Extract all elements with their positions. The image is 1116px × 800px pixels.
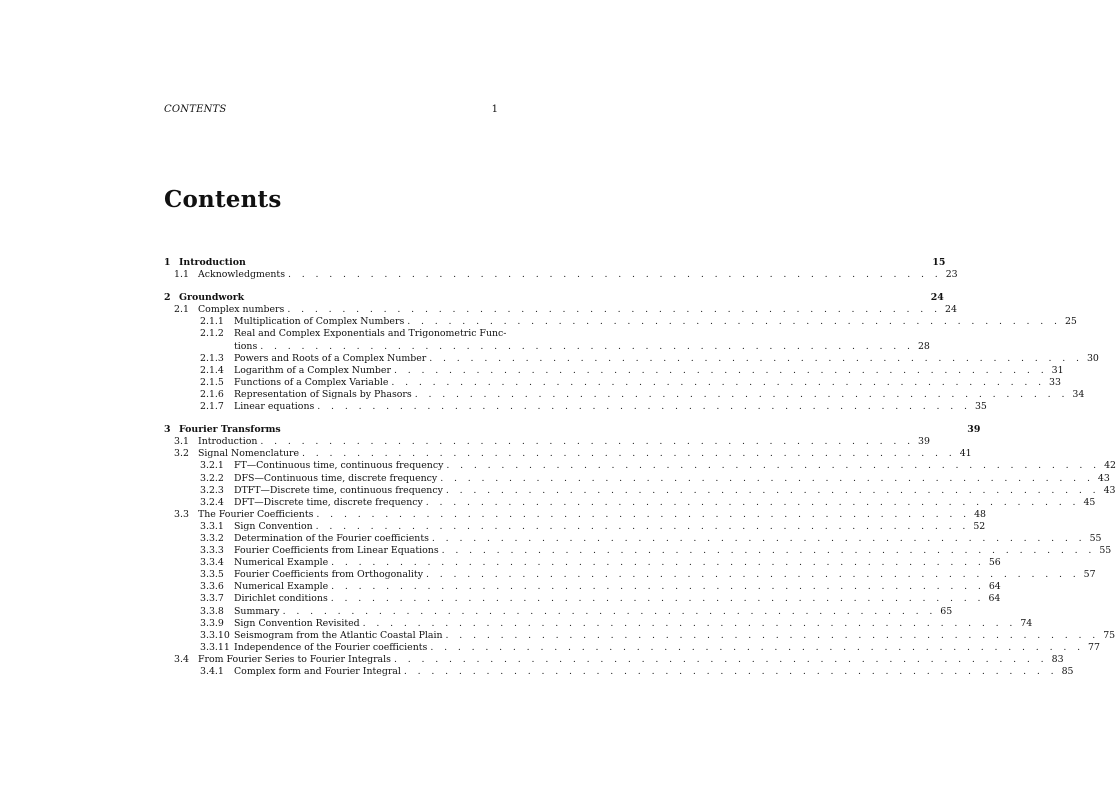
toc-section-entry[interactable]: [164, 508, 987, 521]
toc-entry-number: 3.3.1: [200, 520, 224, 532]
toc-entry-number: 2.1.4: [200, 364, 224, 376]
toc-entry-number: 3.3.6: [200, 581, 224, 593]
toc-entry-number: 3.3.2: [200, 532, 224, 544]
toc-section-entry[interactable]: [164, 448, 972, 460]
toc-subsection-entry[interactable]: [164, 641, 1100, 654]
toc-entry-number: 3.3.11: [200, 641, 230, 653]
toc-section-entry[interactable]: [164, 436, 930, 448]
toc-entry-number: 2.1.5: [200, 376, 224, 388]
toc-entry-page: 34: [1072, 388, 1085, 400]
toc-entry-number: 2.1.2: [200, 328, 224, 340]
toc-entry-title: Sign Convention: [234, 520, 313, 532]
toc-entry-number: 3.1: [174, 436, 189, 448]
toc-leader-dots: . . . . . . . . . . . . . . . . . . . . . . . . . . . . . . . . . . . . . . . . . . . . . . . .: [446, 460, 1100, 472]
toc-leader-dots: . . . . . . . . . . . . . . . . . . . . . . . . . . . . . . . . . . . . . . . . . . . . . . . .: [430, 641, 1084, 653]
toc-leader-dots: . . . . . . . . . . . . . . . . . . . . . . . . . . . . . . . . . . . . . . . . . . . . . . . .: [414, 388, 1069, 400]
toc-entry-number: 3.3.5: [200, 569, 224, 581]
toc-subsection-entry[interactable]: [164, 316, 1077, 328]
toc-leader-dots: . . . . . . . . . . . . . . . . . . . . . . . . . . . . . . . . . . . . . . . . . . . . . . . .: [330, 593, 985, 605]
contents-heading: Contents: [164, 186, 282, 213]
toc-subsection-entry[interactable]: [164, 593, 1001, 605]
toc-entry-number: 3.3.9: [200, 617, 224, 629]
toc-entry-title: Seismogram from the Atlantic Coastal Plain: [234, 629, 443, 641]
toc-entry-number: 3.3.7: [200, 593, 224, 605]
toc-section-entry[interactable]: [164, 269, 958, 281]
toc-entry-title: Powers and Roots of a Complex Number: [234, 352, 427, 364]
toc-subsection-entry[interactable]: [164, 472, 1110, 485]
toc-leader-dots: . . . . . . . . . . . . . . . . . . . . . . . . . . . . . . . . . . . . . . . . . . . . . . . .: [260, 436, 914, 448]
toc-entry-page: 45: [1083, 496, 1096, 508]
toc-entry-title: Complex numbers: [198, 304, 285, 316]
toc-entry-title: DTFT—Discrete time, continuous frequency: [234, 484, 443, 496]
toc-subsection-entry[interactable]: [164, 532, 1102, 545]
toc-subsection-entry[interactable]: [164, 388, 1085, 401]
toc-entry-page: 65: [940, 605, 953, 617]
toc-entry-page: 77: [1088, 641, 1100, 653]
toc-subsection-entry[interactable]: [164, 364, 1064, 377]
toc-entry-page: 31: [1051, 364, 1064, 376]
running-head: [164, 104, 498, 115]
toc-subsection-entry[interactable]: [164, 617, 1033, 630]
toc-entry-number: 2.1.1: [200, 316, 224, 328]
toc-entry-title: Sign Convention Revisited: [234, 617, 360, 629]
toc-chapter: [164, 424, 1116, 678]
toc-entry-title: Multiplication of Complex Numbers: [234, 316, 405, 328]
toc-entry-number: 3.3.4: [200, 557, 224, 569]
toc-subsection-entry[interactable]: [164, 666, 1074, 678]
toc-entry-page: 43: [1097, 472, 1110, 484]
toc-entry-page: 75: [1103, 629, 1116, 641]
running-head-page-number: 1: [491, 104, 498, 115]
toc-entry-page: 33: [1049, 376, 1061, 388]
toc-chapter-page: 39: [967, 424, 981, 436]
toc-leader-dots: . . . . . . . . . . . . . . . . . . . . . . . . . . . . . . . . . . . . . . . . . . . . . . . .: [331, 557, 985, 569]
toc-chapter-title: Fourier Transforms: [179, 424, 281, 436]
toc-leader-dots: . . . . . . . . . . . . . . . . . . . . . . . . . . . . . . . . . . . . . . . . . . . . . . . .: [429, 352, 1083, 364]
toc-entry-page: 24: [945, 304, 957, 316]
toc-entry-page: 28: [917, 340, 930, 352]
toc-entry-title: Functions of a Complex Variable: [234, 376, 389, 388]
toc-entry-number: 3.2.4: [200, 496, 224, 508]
toc-subsection-entry[interactable]: [164, 352, 1099, 365]
toc-entry-title: Signal Nomenclature: [198, 448, 300, 460]
toc-subsection-entry[interactable]: [164, 581, 1001, 593]
toc-entry-page: 30: [1086, 352, 1099, 364]
toc-leader-dots: . . . . . . . . . . . . . . . . . . . . . . . . . . . . . . . . . . . . . . . . . . . . . . . .: [317, 401, 971, 413]
toc-entry-page: 25: [1064, 316, 1077, 328]
toc-leader-dots: . . . . . . . . . . . . . . . . . . . . . . . . . . . . . . . . . . . . . . . . . . . . . . . .: [393, 653, 1048, 665]
toc-entry-number: 3.2.3: [200, 484, 224, 496]
toc-entry-title: Logarithm of a Complex Number: [234, 364, 391, 376]
toc-entry-page: 42: [1104, 460, 1116, 472]
toc-subsection-entry[interactable]: [164, 520, 986, 533]
toc-entry-title: FT—Continuous time, continuous frequency: [234, 460, 444, 472]
toc-leader-dots: . . . . . . . . . . . . . . . . . . . . . . . . . . . . . . . . . . . . . . . . . . . . . . . .: [425, 496, 1080, 508]
toc-leader-dots: . . . . . . . . . . . . . . . . . . . . . . . . . . . . . . . . . . . . . . . . . . . . . . . .: [282, 605, 937, 617]
toc-entry-number: 2.1.3: [200, 352, 224, 364]
toc-entry-title: Determination of the Fourier coefficients: [234, 532, 429, 544]
toc-entry-page: 52: [973, 520, 986, 532]
toc-entry-page: 64: [988, 581, 1001, 593]
toc-entry-page: 35: [974, 401, 987, 413]
toc-leader-dots: . . . . . . . . . . . . . . . . . . . . . . . . . . . . . . . . . . . . . . . . . . . . . . . .: [445, 629, 1100, 641]
toc-entry-number: 3.2.1: [200, 460, 224, 472]
toc-leader-dots: . . . . . . . . . . . . . . . . . . . . . . . . . . . . . . . . . . . . . . . . . . . . . . . .: [431, 532, 1086, 544]
toc-entry-number: 1.1: [174, 269, 189, 281]
toc-chapter-page: 24: [930, 292, 944, 304]
toc-entry-number: 3.2.2: [200, 472, 224, 484]
toc-entry-number: 3.4: [174, 653, 189, 665]
toc-chapter-page: 15: [932, 257, 946, 268]
toc-entry-page: 39: [918, 436, 930, 448]
toc-entry-title: From Fourier Series to Fourier Integrals: [198, 653, 391, 665]
toc-entry-page: 56: [988, 557, 1001, 569]
toc-subsection-entry[interactable]: [164, 401, 987, 413]
toc-entry-title: Complex form and Fourier Integral: [234, 666, 401, 677]
toc-entry-page: 83: [1051, 653, 1064, 665]
toc-leader-dots: . . . . . . . . . . . . . . . . . . . . . . . . . . . . . . . . . . . . . . . . . . . . . . . .: [403, 666, 1058, 677]
toc-entry-page: 23: [945, 269, 958, 281]
toc-leader-dots: . . . . . . . . . . . . . . . . . . . . . . . . . . . . . . . . . . . . . . . . . . . . . . . .: [316, 508, 971, 520]
toc-chapter-title: Introduction: [179, 257, 246, 268]
toc-leader-dots: . . . . . . . . . . . . . . . . . . . . . . . . . . . . . . . . . . . . . . . . . . . . . . . .: [288, 269, 942, 281]
toc-leader-dots: . . . . . . . . . . . . . . . . . . . . . . . . . . . . . . . . . . . . . . . . . . . . . . . .: [362, 617, 1017, 629]
toc-entry-page: 64: [988, 593, 1001, 605]
toc-entry-number: 3.3.8: [200, 605, 224, 617]
toc-entry-title: Dirichlet conditions: [234, 593, 328, 605]
toc-entry-page: 85: [1061, 666, 1074, 677]
toc-entry-number: 2.1: [174, 304, 189, 316]
toc-entry-title: Introduction: [198, 436, 258, 448]
toc-subsection-entry[interactable]: [164, 557, 1001, 569]
toc-entry-title: DFT—Discrete time, discrete frequency: [234, 496, 423, 508]
toc-entry-title: Linear equations: [234, 401, 315, 413]
toc-leader-dots: . . . . . . . . . . . . . . . . . . . . . . . . . . . . . . . . . . . . . . . . . . . . . . . .: [315, 520, 970, 532]
toc-leader-dots: . . . . . . . . . . . . . . . . . . . . . . . . . . . . . . . . . . . . . . . . . . . . . . . .: [440, 472, 1094, 484]
toc-leader-dots: . . . . . . . . . . . . . . . . . . . . . . . . . . . . . . . . . . . . . . . . . . . . . . . .: [426, 569, 1080, 581]
toc-leader-dots: . . . . . . . . . . . . . . . . . . . . . . . . . . . . . . . . . . . . . . . . . . . . . . . .: [441, 545, 1096, 557]
toc-entry-title: Fourier Coefficients from Orthogonality: [234, 569, 423, 581]
running-head-title: CONTENTS: [164, 104, 227, 115]
toc-chapter-entry[interactable]: [164, 424, 981, 436]
toc-entry-number: 3.4.1: [200, 666, 224, 677]
toc-entry-number: 3.2: [174, 448, 189, 460]
toc-entry-page: 55: [1099, 545, 1112, 557]
toc-entry-page: 74: [1020, 617, 1033, 629]
toc-subsection-entry[interactable]: [164, 569, 1096, 581]
toc-entry-title: Real and Complex Exponentials and Trigonometric Func-: [234, 328, 507, 340]
toc-leader-dots: . . . . . . . . . . . . . . . . . . . . . . . . . . . . . . . . . . . . . . . . . . . . . . . .: [445, 484, 1100, 496]
toc-entry-page: 57: [1083, 569, 1096, 581]
toc-entry-page: 43: [1103, 484, 1116, 496]
toc-entry-number: 2.1.6: [200, 388, 224, 400]
toc-entry-number: 2.1.7: [200, 401, 224, 413]
toc-chapter-entry[interactable]: [164, 292, 944, 304]
toc-subsection-entry[interactable]: [164, 484, 1116, 497]
toc-subsection-entry[interactable]: [164, 328, 507, 340]
toc-leader-dots: . . . . . . . . . . . . . . . . . . . . . . . . . . . . . . . . . . . . . . . . . . . . . . . .: [302, 448, 956, 460]
toc-entry-title: Independence of the Fourier coefficients: [234, 641, 428, 653]
toc-entry-title: Summary: [234, 605, 280, 617]
toc-leader-dots: . . . . . . . . . . . . . . . . . . . . . . . . . . . . . . . . . . . . . . . . . . . . . . . .: [287, 304, 941, 316]
toc-entry-page: 55: [1089, 532, 1102, 544]
toc-chapter-number: 1: [164, 257, 171, 268]
toc-leader-dots: . . . . . . . . . . . . . . . . . . . . . . . . . . . . . . . . . . . . . . . . . . . . . . . .: [391, 376, 1045, 388]
toc-chapter-entry[interactable]: [164, 257, 946, 269]
toc-section-entry[interactable]: [164, 653, 1064, 666]
toc-entry-number: 3.3.10: [200, 629, 230, 641]
toc-entry-page: 41: [959, 448, 972, 460]
toc-entry-number: 3.3: [174, 508, 189, 520]
toc-entry-title: Numerical Example: [234, 557, 329, 569]
toc-section-entry[interactable]: [164, 304, 957, 316]
toc-leader-dots: . . . . . . . . . . . . . . . . . . . . . . . . . . . . . . . . . . . . . . . . . . . . . . . .: [393, 364, 1048, 376]
toc-subsection-entry[interactable]: [164, 545, 1112, 557]
toc-subsection-entry[interactable]: [164, 496, 1096, 509]
toc-leader-dots: . . . . . . . . . . . . . . . . . . . . . . . . . . . . . . . . . . . . . . . . . . . . . . . .: [407, 316, 1061, 328]
toc-entry-title-continuation: tions: [234, 340, 258, 352]
toc-entry-title: DFS—Continuous time, discrete frequency: [234, 472, 438, 484]
toc-chapter-title: Groundwork: [179, 292, 245, 304]
toc-chapter-number: 3: [164, 424, 171, 436]
toc-leader-dots: . . . . . . . . . . . . . . . . . . . . . . . . . . . . . . . . . . . . . . . . . . . . . . . .: [331, 581, 985, 593]
toc-subsection-entry[interactable]: [164, 460, 1116, 472]
toc-entry-title: Numerical Example: [234, 581, 329, 593]
toc-chapter: [164, 257, 958, 281]
toc-chapter-number: 2: [164, 292, 171, 304]
toc-entry-title: The Fourier Coefficients: [198, 508, 314, 520]
toc-entry-number: 3.3.3: [200, 545, 224, 557]
toc-entry-title: Representation of Signals by Phasors: [234, 388, 412, 400]
toc-entry-title: Acknowledgments: [198, 269, 286, 281]
toc-subsection-entry[interactable]: [164, 605, 953, 618]
toc-subsection-entry-continued[interactable]: [164, 340, 930, 353]
toc-leader-dots: . . . . . . . . . . . . . . . . . . . . . . . . . . . . . . . . . . . . . . . . . . . . . . . .: [260, 340, 914, 352]
toc-chapter: [164, 292, 1099, 413]
toc-subsection-entry[interactable]: [164, 629, 1116, 642]
toc-entry-title: Fourier Coefficients from Linear Equations: [234, 545, 439, 557]
toc-entry-page: 48: [974, 508, 987, 520]
toc-subsection-entry[interactable]: [164, 376, 1061, 389]
table-of-contents: [164, 257, 1116, 689]
